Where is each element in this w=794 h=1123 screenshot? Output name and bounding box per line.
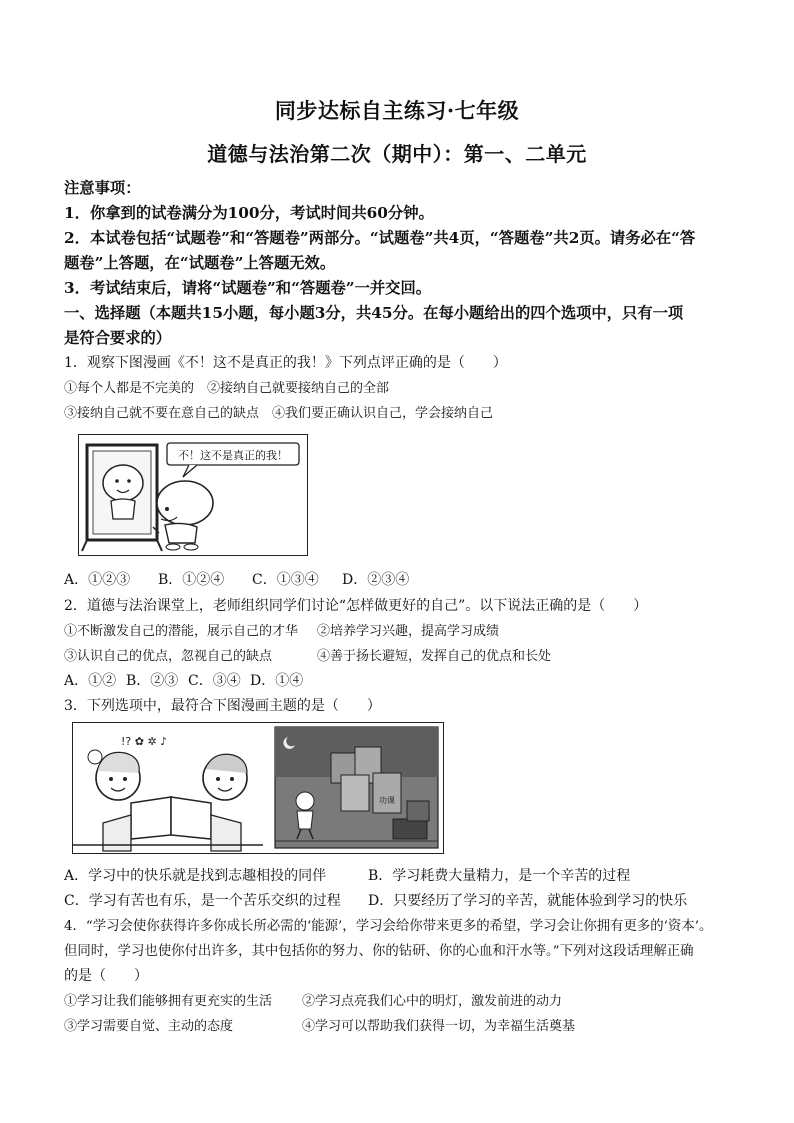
option-d[interactable]: D．①④ <box>250 673 304 689</box>
section-heading: 一、选择题（本题共15小题，每小题3分，共45分。在每小题给出的四个选项中，只有一项 <box>64 304 684 322</box>
option-c[interactable]: C．①③④ <box>252 572 319 588</box>
question-3-stem: 3．下列选项中，最符合下图漫画主题的是（ ） <box>64 698 381 714</box>
option-b[interactable]: B．①②④ <box>158 572 225 588</box>
comic-mirror <box>78 434 308 556</box>
page-title: 同步达标自主练习·七年级 <box>274 98 520 123</box>
question-1-options <box>64 569 409 589</box>
svg-text:!? ✿ ✲ ♪: !? ✿ ✲ ♪ <box>121 735 168 748</box>
notice-heading: 注意事项： <box>64 179 141 197</box>
option-a[interactable]: A．学习中的快乐就是找到志趣相投的同伴 <box>64 868 327 884</box>
option-b[interactable]: B．学习耗费大量精力，是一个辛苦的过程 <box>368 868 631 884</box>
question-2-options <box>64 670 303 690</box>
option-d[interactable]: D．②③④ <box>342 572 410 588</box>
book-label: 功课 <box>379 796 395 805</box>
question-4-statements-2: ③学习需要自觉、主动的态度 ④学习可以帮助我们获得一切，为幸福生活奠基 <box>64 1019 576 1034</box>
option-a[interactable]: A．①② <box>64 673 117 689</box>
page-subtitle: 道德与法治第二次（期中）：第一、二单元 <box>207 142 587 166</box>
comic-panel-right <box>275 727 438 848</box>
option-b[interactable]: B．②③ <box>126 673 179 689</box>
option-a[interactable]: A．①②③ <box>64 572 131 588</box>
notice-item-2-cont: 题卷”上答题，在“试题卷”上答题无效。 <box>64 254 336 272</box>
question-1-stem: 1．观察下图漫画《不！这不是真正的我！》下列点评正确的是（ ） <box>64 355 507 371</box>
question-1-statements-2: ③接纳自己就不要在意自己的缺点 ④我们要正确认识自己，学会接纳自己 <box>64 406 494 421</box>
notice-item-3: 3．考试结束后，请将“试题卷”和“答题卷”一并交回。 <box>64 279 432 297</box>
comic-panel-left <box>73 735 263 851</box>
question-4-stem-3: 的是（ ） <box>64 968 148 984</box>
section-heading-cont: 是符合要求的） <box>64 329 172 347</box>
notice-item-2: 2．本试卷包括“试题卷”和“答题卷”两部分。“试题卷”共4页，“答题卷”共2页。请务必在“答 <box>64 229 696 247</box>
question-4-stem-2: 但同时，学习也使你付出许多，其中包括你的努力、你的钻研、你的心血和汗水等。”下列对这段话理解正确 <box>64 944 694 959</box>
question-2-statements-1: ①不断激发自己的潜能，展示自己的才华 ②培养学习兴趣，提高学习成绩 <box>64 624 500 639</box>
question-3-options-2 <box>64 890 687 910</box>
question-2-stem: 2．道德与法治课堂上，老师组织同学们讨论“怎样做更好的自己”。以下说法正确的是（ ） <box>64 598 648 614</box>
notice-item-1: 1．你拿到的试卷满分为100分，考试时间共60分钟。 <box>64 204 434 222</box>
comic-learning <box>72 722 444 854</box>
option-c[interactable]: C．③④ <box>188 673 241 689</box>
question-2-statements-2: ③认识自己的优点，忽视自己的缺点 ④善于扬长避短，发挥自己的优点和长处 <box>64 649 552 664</box>
question-1-statements-1: ①每个人都是不完美的 ②接纳自己就要接纳自己的全部 <box>64 381 390 396</box>
question-4-statements-1: ①学习让我们能够拥有更充实的生活 ②学习点亮我们心中的明灯，激发前进的动力 <box>64 994 563 1009</box>
speech-bubble-text: 不！这不是真正的我！ <box>178 449 288 462</box>
option-d[interactable]: D．只要经历了学习的辛苦，就能体验到学习的快乐 <box>368 893 688 909</box>
question-3-options-1 <box>64 865 630 885</box>
option-c[interactable]: C．学习有苦也有乐，是一个苦乐交织的过程 <box>64 893 341 909</box>
question-4-stem-1: 4．“学习会使你获得许多你成长所必需的‘能源’，学习会给你带来更多的希望，学习会让你拥有更多的‘资本’。 <box>64 919 713 934</box>
